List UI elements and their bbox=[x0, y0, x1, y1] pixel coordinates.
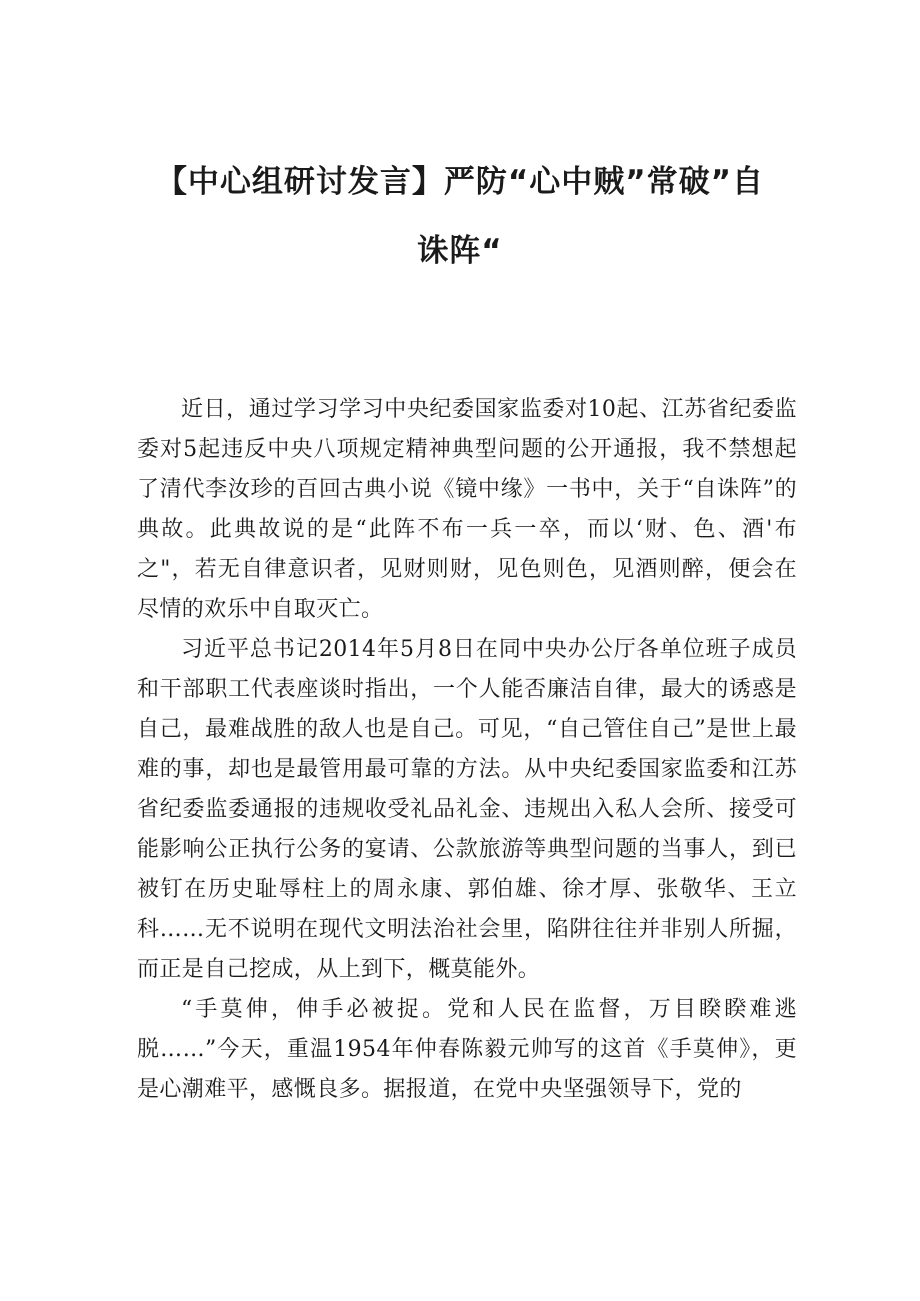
paragraph-3: “手莫伸，伸手必被捉。党和人民在监督，万目睽睽难逃脱……”今天，重温1954年仲春陈毅元帅写的这首《手莫伸》，更是心潮难平，感慨良多。据报道，在党中央坚强领导下，党的 bbox=[137, 997, 797, 1102]
document-title-line-2: 诛阵“ bbox=[417, 233, 503, 269]
paragraph-1: 近日，通过学习学习中央纪委国家监委对10起、江苏省纪委监委对5起违反中央八项规定精神典型问题的公开通报，我不禁想起了清代李汝珍的百回古典小说《镜中缘》一书中，关于“自诛阵”的典故。此典故说的是“此阵不布一兵一卒，而以‘财、色、酒'布之"，若无自律意识者，见财则财，见色则色，见酒则醉，便会在尽情的欢乐中自取灭亡。 bbox=[137, 397, 797, 622]
document-body bbox=[137, 390, 797, 1110]
document-title-line-1: 【中心组研讨发言】严防“心中贼”常破”自 bbox=[155, 164, 765, 200]
paragraph-2: 习近平总书记2014年5月8日在同中央办公厅各单位班子成员和干部职工代表座谈时指出，一个人能否廉洁自律，最大的诱惑是自己，最难战胜的敌人也是自己。可见，“自己管住自己”是世上最难的事，却也是最管用最可靠的方法。从中央纪委国家监委和江苏省纪委监委通报的违规收受礼品礼金、违规出入私人会所、接受可能影响公正执行公务的宴请、公款旅游等典型问题的当事人，到已被钉在历史耻辱柱上的周永康、郭伯雄、徐才厚、张敬华、王立科……无不说明在现代文明法治社会里，陷阱往往并非别人所掘，而正是自己挖成，从上到下，概莫能外。 bbox=[137, 637, 797, 982]
